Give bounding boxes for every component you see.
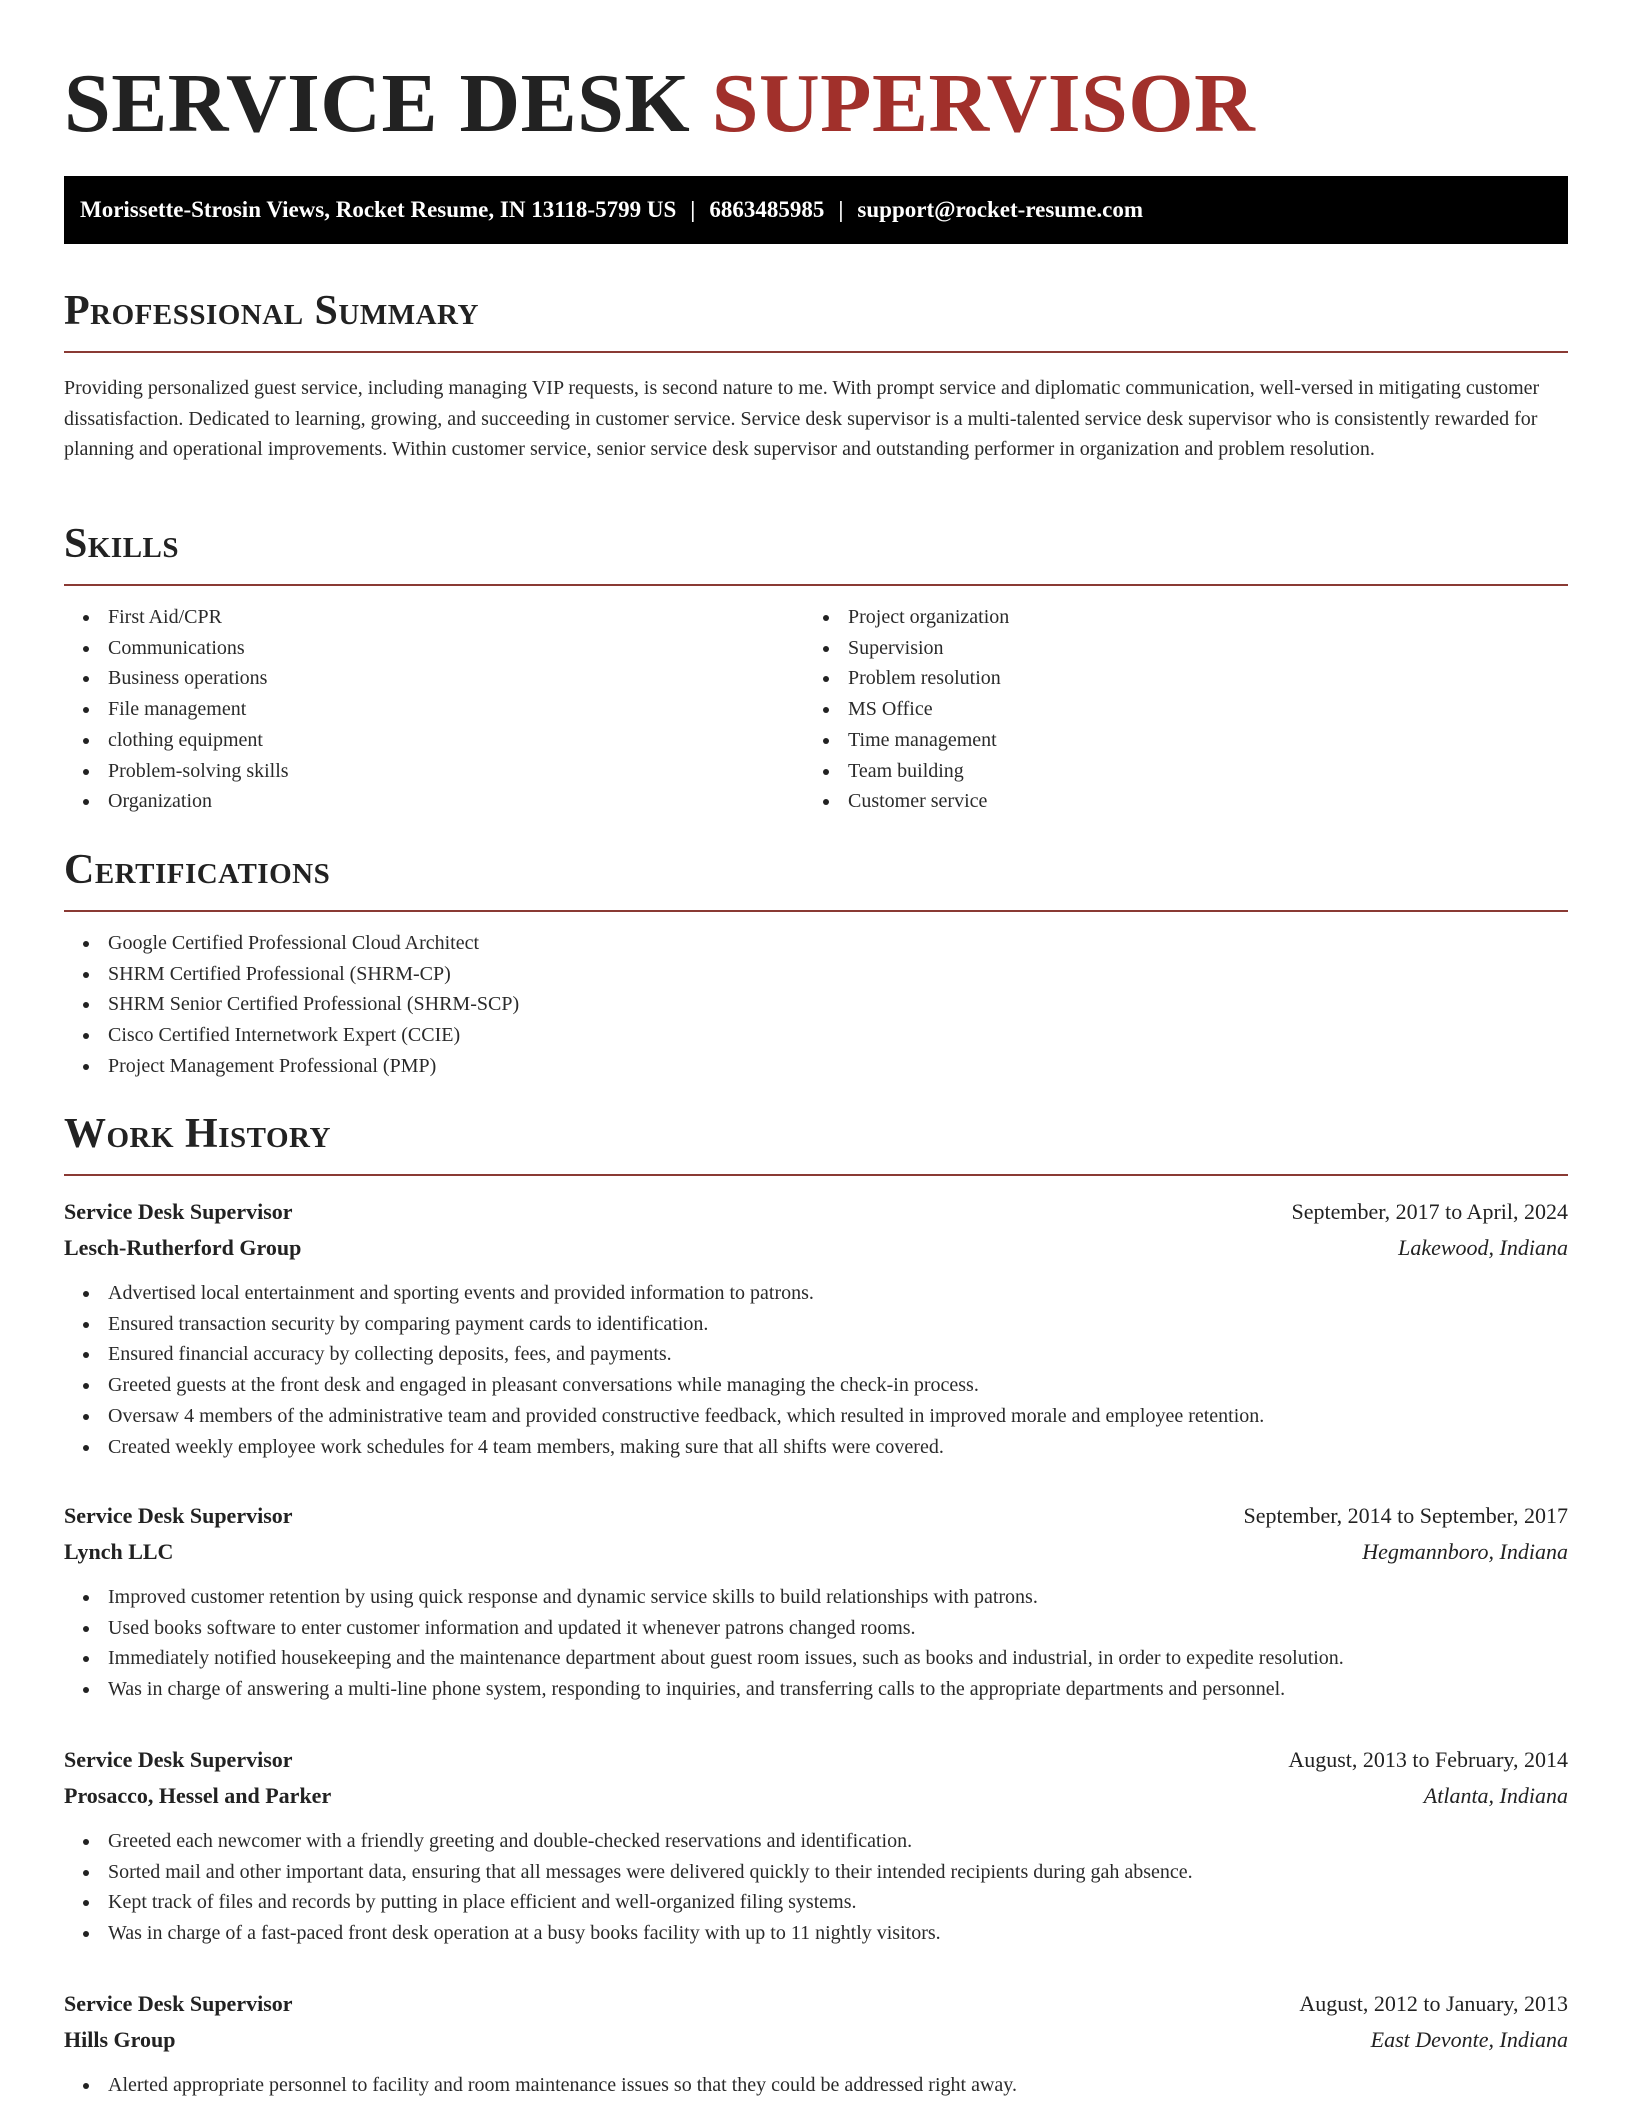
job-location: Lakewood, Indiana: [1398, 1235, 1568, 1260]
job-bullet: Greeted each newcomer with a friendly greeting and double-checked reservations and identification.: [64, 1826, 1568, 1857]
job-title: Service Desk Supervisor: [64, 1199, 293, 1224]
job-bullet-list: [64, 1582, 1568, 1705]
skill-item: Time management: [804, 725, 1544, 756]
certification-item: Cisco Certified Internetwork Expert (CCIE): [64, 1020, 1568, 1051]
certification-item: SHRM Certified Professional (SHRM-CP): [64, 959, 1568, 990]
summary-heading: Professional Summary: [64, 288, 479, 334]
skill-item: MS Office: [804, 694, 1544, 725]
skill-item: Problem-solving skills: [64, 756, 804, 787]
certifications-heading: Certifications: [64, 847, 331, 893]
job-company: Lesch-Rutherford Group: [64, 1235, 302, 1260]
skill-item: Problem resolution: [804, 663, 1544, 694]
skill-item: clothing equipment: [64, 725, 804, 756]
job-bullet: Improved customer retention by using quick response and dynamic service skills to build relationships with patrons.: [64, 1582, 1568, 1613]
job-company-row: [64, 1778, 1568, 1814]
skills-section: [64, 518, 1568, 817]
job-entry: [64, 1986, 1568, 2101]
job-bullet-list: [64, 1278, 1568, 1462]
job-location: Hegmannboro, Indiana: [1362, 1539, 1568, 1564]
job-bullet: Was in charge of answering a multi-line phone system, responding to inquiries, and transferring calls to the appropriate departments and personnel.: [64, 1674, 1568, 1705]
job-header-row: [64, 1986, 1568, 2022]
skill-item: Organization: [64, 786, 804, 817]
skill-item: Business operations: [64, 663, 804, 694]
skill-item: Customer service: [804, 786, 1544, 817]
job-bullet: Was in charge of a fast-paced front desk operation at a busy books facility with up to 11 nightly visitors.: [64, 1918, 1568, 1949]
job-bullet-list: [64, 1826, 1568, 1949]
job-entry: [64, 1194, 1568, 1462]
job-bullet: Ensured transaction security by comparing payment cards to identification.: [64, 1309, 1568, 1340]
job-company: Prosacco, Hessel and Parker: [64, 1783, 332, 1808]
skills-columns: [64, 602, 1568, 817]
title-accent: SUPERVISOR: [711, 57, 1256, 150]
job-header-row: [64, 1498, 1568, 1534]
certification-item: Project Management Professional (PMP): [64, 1051, 1568, 1082]
job-bullet: Immediately notified housekeeping and the maintenance department about guest room issues, such as books and industrial, in order to expedite resolution.: [64, 1643, 1568, 1674]
job-title: Service Desk Supervisor: [64, 1747, 293, 1772]
work-history-section: [64, 1108, 1568, 1176]
contact-separator: |: [838, 197, 844, 222]
job-bullet: Used books software to enter customer information and updated it whenever patrons changed rooms.: [64, 1613, 1568, 1644]
contact-address: Morissette-Strosin Views, Rocket Resume, IN 13118-5799 US: [80, 197, 677, 222]
work-history-heading: Work History: [64, 1111, 331, 1157]
summary-text: Providing personalized guest service, including managing VIP requests, is second nature to me. With prompt service and diplomatic communication, well-versed in mitigating customer dissatisfaction. Dedicated to learning, growing, and succeeding in customer service. Service desk supervisor is a multi-talented service desk supervisor who is consistently rewarded for planning and operational improvements. Within customer service, senior service desk supervisor and outstanding performer in organization and problem resolution.: [64, 377, 1540, 460]
section-divider: [64, 1174, 1568, 1176]
contact-bar: [64, 176, 1568, 244]
contact-separator: |: [690, 197, 696, 222]
skill-item: File management: [64, 694, 804, 725]
job-entry: [64, 1498, 1568, 1705]
job-bullet: Greeted guests at the front desk and engaged in pleasant conversations while managing the check-in process.: [64, 1370, 1568, 1401]
job-bullet: Oversaw 4 members of the administrative team and provided constructive feedback, which resulted in improved morale and employee retention.: [64, 1401, 1568, 1432]
job-company: Lynch LLC: [64, 1539, 174, 1564]
title-main: SERVICE DESK: [64, 57, 691, 150]
skills-list-right: [804, 602, 1544, 817]
job-dates: September, 2017 to April, 2024: [1291, 1199, 1568, 1224]
job-dates: September, 2014 to September, 2017: [1243, 1503, 1568, 1528]
job-company-row: [64, 2022, 1568, 2058]
job-dates: August, 2012 to January, 2013: [1299, 1991, 1568, 2016]
skill-item: First Aid/CPR: [64, 602, 804, 633]
certifications-section: [64, 844, 1568, 1082]
section-divider: [64, 584, 1568, 586]
certification-item: SHRM Senior Certified Professional (SHRM-SCP): [64, 989, 1568, 1020]
job-header-row: [64, 1194, 1568, 1230]
skill-item: Team building: [804, 756, 1544, 787]
job-bullet-list: [64, 2070, 1568, 2101]
section-divider: [64, 351, 1568, 353]
job-dates: August, 2013 to February, 2014: [1288, 1747, 1568, 1772]
job-entry: [64, 1742, 1568, 1949]
job-location: East Devonte, Indiana: [1370, 2027, 1568, 2052]
job-title: Service Desk Supervisor: [64, 1503, 293, 1528]
skills-heading: Skills: [64, 521, 180, 567]
job-location: Atlanta, Indiana: [1423, 1783, 1568, 1808]
job-title: Service Desk Supervisor: [64, 1991, 293, 2016]
skill-item: Project organization: [804, 602, 1544, 633]
job-bullet: Sorted mail and other important data, ensuring that all messages were delivered quickly to their intended recipients during gah absence.: [64, 1857, 1568, 1888]
summary-section: [64, 285, 1568, 465]
job-header-row: [64, 1742, 1568, 1778]
resume-title: [64, 56, 1255, 152]
contact-phone: 6863485985: [709, 197, 825, 222]
job-bullet: Created weekly employee work schedules for 4 team members, making sure that all shifts were covered.: [64, 1432, 1568, 1463]
job-company-row: [64, 1230, 1568, 1266]
job-bullet: Kept track of files and records by putting in place efficient and well-organized filing systems.: [64, 1887, 1568, 1918]
job-company: Hills Group: [64, 2027, 176, 2052]
job-bullet: Advertised local entertainment and sporting events and provided information to patrons.: [64, 1278, 1568, 1309]
skill-item: Communications: [64, 633, 804, 664]
certification-item: Google Certified Professional Cloud Architect: [64, 928, 1568, 959]
section-divider: [64, 910, 1568, 912]
contact-email: support@rocket-resume.com: [857, 197, 1144, 222]
certifications-list: [64, 928, 1568, 1082]
job-bullet: Alerted appropriate personnel to facility and room maintenance issues so that they could be addressed right away.: [64, 2070, 1568, 2101]
job-company-row: [64, 1534, 1568, 1570]
skills-list-left: [64, 602, 804, 817]
skill-item: Supervision: [804, 633, 1544, 664]
job-bullet: Ensured financial accuracy by collecting deposits, fees, and payments.: [64, 1339, 1568, 1370]
